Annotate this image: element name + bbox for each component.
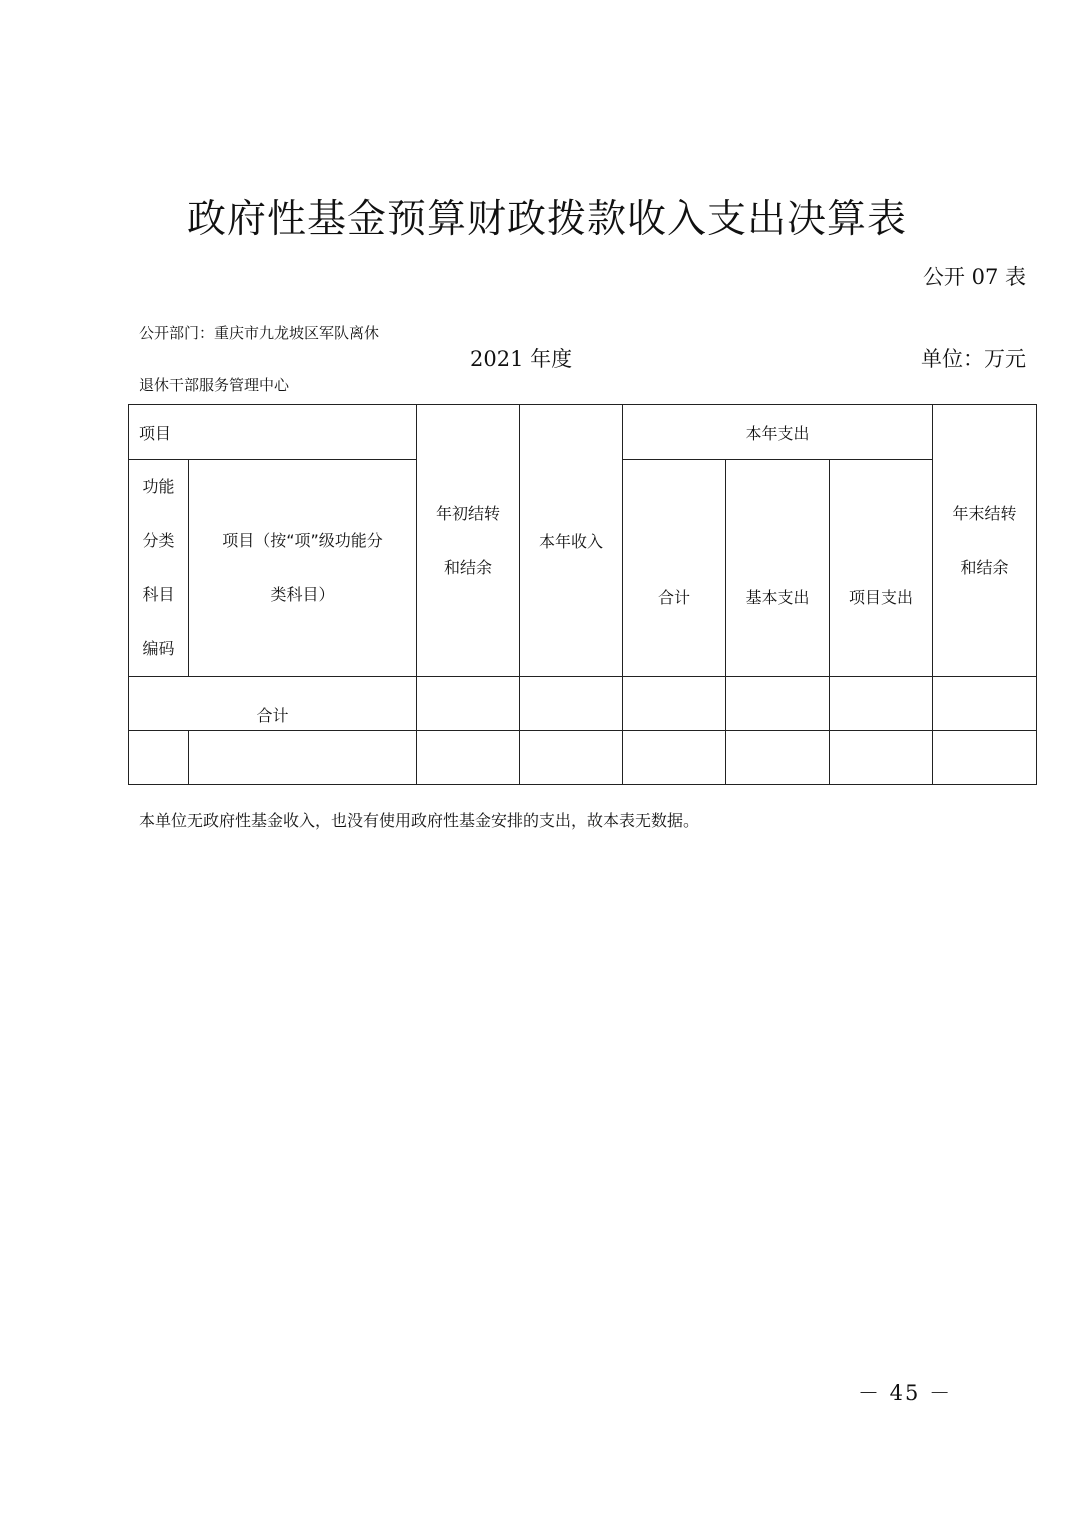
empty-item-cell <box>189 731 417 785</box>
total-expense-cell <box>623 677 726 731</box>
empty-income-cell <box>520 731 623 785</box>
basic-expense-header: 基本支出 <box>726 460 830 677</box>
total-row-label: 合计 <box>129 677 417 731</box>
project-expense-header: 项目支出 <box>830 460 933 677</box>
item-header <box>189 460 417 677</box>
closing-balance-header <box>933 405 1037 677</box>
income-header: 本年收入 <box>520 405 623 677</box>
empty-project-expense-cell <box>830 731 933 785</box>
empty-expense-cell <box>623 731 726 785</box>
budget-table <box>128 404 1037 785</box>
department-line-2: 退休干部服务管理中心 <box>139 376 290 394</box>
total-opening-balance-cell <box>417 677 520 731</box>
closing-balance-line-2: 和结余 <box>960 557 1009 577</box>
item-header-line-1: 项目（按“项”级功能分 <box>222 531 383 550</box>
total-project-expense-cell <box>830 677 933 731</box>
department-line-1: 公开部门：重庆市九龙坡区军队离休 <box>139 324 380 342</box>
opening-balance-line-1: 年初结转 <box>436 503 501 523</box>
empty-basic-expense-cell <box>726 731 830 785</box>
department-label <box>139 322 439 396</box>
opening-balance-header <box>417 405 520 677</box>
code-header-line-1: 功能 <box>142 477 175 496</box>
page-number: － 45 － <box>858 1381 953 1405</box>
table-note: 本单位无政府性基金收入，也没有使用政府性基金安排的支出，故本表无数据。 <box>139 811 700 830</box>
total-closing-balance-cell <box>933 677 1037 731</box>
total-basic-expense-cell <box>726 677 830 731</box>
project-header: 项目 <box>129 405 417 460</box>
code-header-line-4: 编码 <box>142 639 175 658</box>
empty-code-cell <box>129 731 189 785</box>
code-header <box>129 460 189 677</box>
page-title: 政府性基金预算财政拨款收入支出决算表 <box>186 197 907 242</box>
expense-total-header: 合计 <box>623 460 726 677</box>
code-header-line-3: 科目 <box>142 585 175 604</box>
empty-opening-balance-cell <box>417 731 520 785</box>
closing-balance-line-1: 年末结转 <box>952 503 1017 523</box>
currency-unit: 单位：万元 <box>921 347 1026 371</box>
code-header-line-2: 分类 <box>142 531 175 550</box>
item-header-line-2: 类科目） <box>270 585 335 604</box>
total-income-cell <box>520 677 623 731</box>
fiscal-year: 2021 年度 <box>470 347 573 371</box>
empty-closing-balance-cell <box>933 731 1037 785</box>
opening-balance-line-2: 和结余 <box>444 557 493 577</box>
form-number: 公开 07 表 <box>922 265 1026 289</box>
expense-group-header: 本年支出 <box>623 405 933 460</box>
